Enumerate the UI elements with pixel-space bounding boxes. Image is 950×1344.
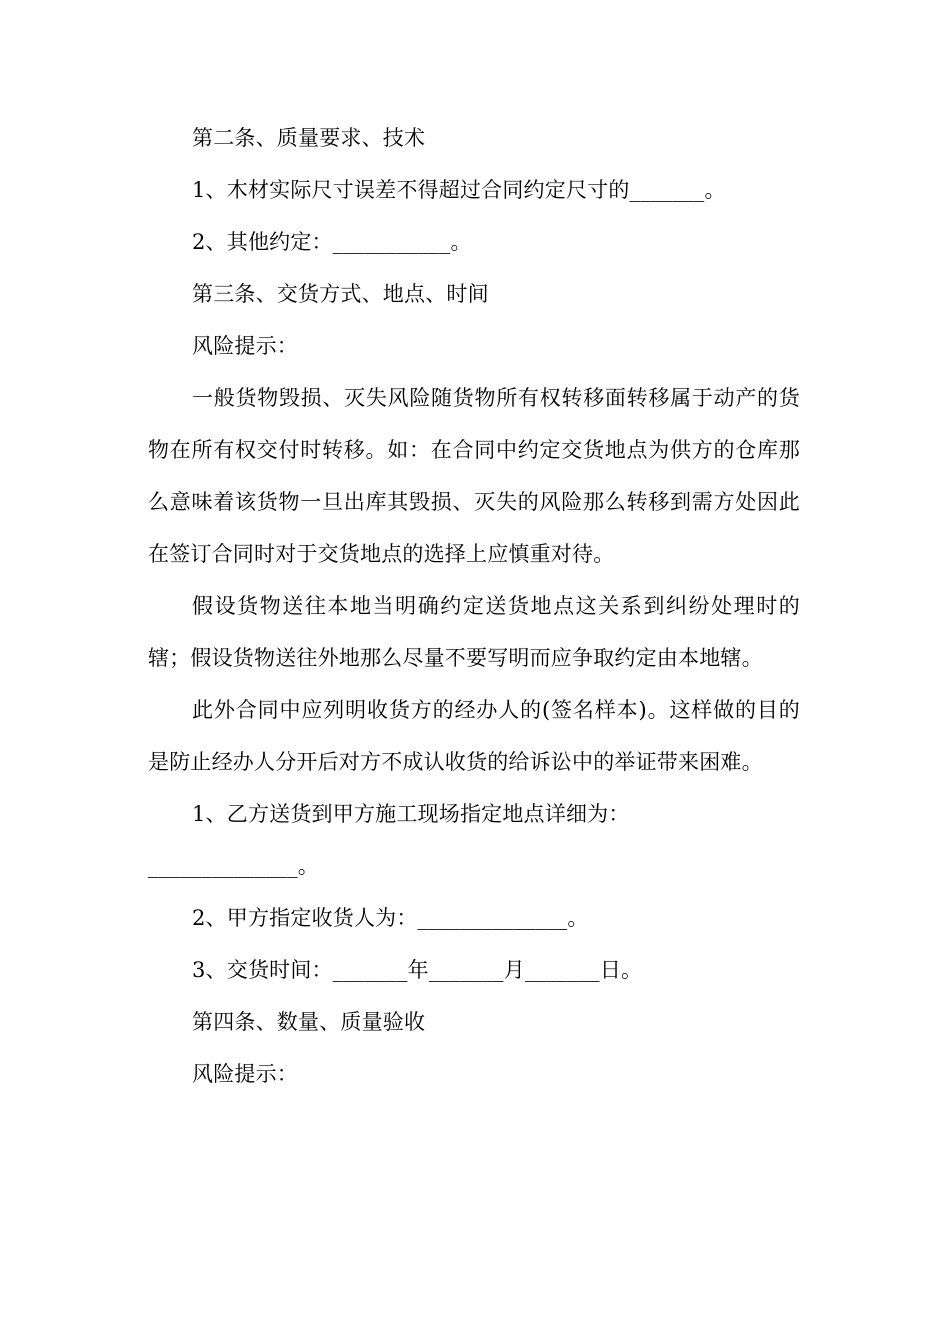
risk-paragraph-1: 一般货物毁损、灭失风险随货物所有权转移面转移属于动产的货物在所有权交付时转移。如：在合同中约定交货地点为供方的仓库那么意味着该货物一旦出库其毁损、灭失的风险那么转移到需方处因此在签订合同时对于交货地点的选择上应慎重对待。	[148, 386, 800, 566]
clause-3-1-blank: ______________。	[148, 854, 319, 878]
risk-paragraph-3: 此外合同中应列明收货方的经办人的(签名样本)。这样做的目的是防止经办人分开后对方不成认收货的给诉讼中的举证带来困难。	[148, 698, 800, 774]
clause-3-3: 3、交货时间：_______年_______月_______日。	[192, 958, 643, 982]
clause-2-1: 1、木材实际尺寸误差不得超过合同约定尺寸的_______。	[192, 178, 726, 202]
article-3-heading: 第三条、交货方式、地点、时间	[192, 282, 489, 306]
risk-notice-label: 风险提示：	[192, 334, 298, 358]
risk-paragraph-2: 假设货物送往本地当明确约定送货地点这关系到纠纷处理时的辖；假设货物送往外地那么尽量不要写明而应争取约定由本地辖。	[148, 594, 800, 670]
document-body	[148, 112, 800, 1100]
clause-3-2: 2、甲方指定收货人为：______________。	[192, 906, 589, 930]
risk-notice-label-2: 风险提示：	[192, 1062, 298, 1086]
article-4-heading: 第四条、数量、质量验收	[192, 1010, 426, 1034]
article-2-heading: 第二条、质量要求、技术	[192, 126, 426, 150]
clause-3-1: 1、乙方送货到甲方施工现场指定地点详细为：	[192, 802, 630, 826]
clause-2-2: 2、其他约定：___________。	[192, 230, 472, 254]
